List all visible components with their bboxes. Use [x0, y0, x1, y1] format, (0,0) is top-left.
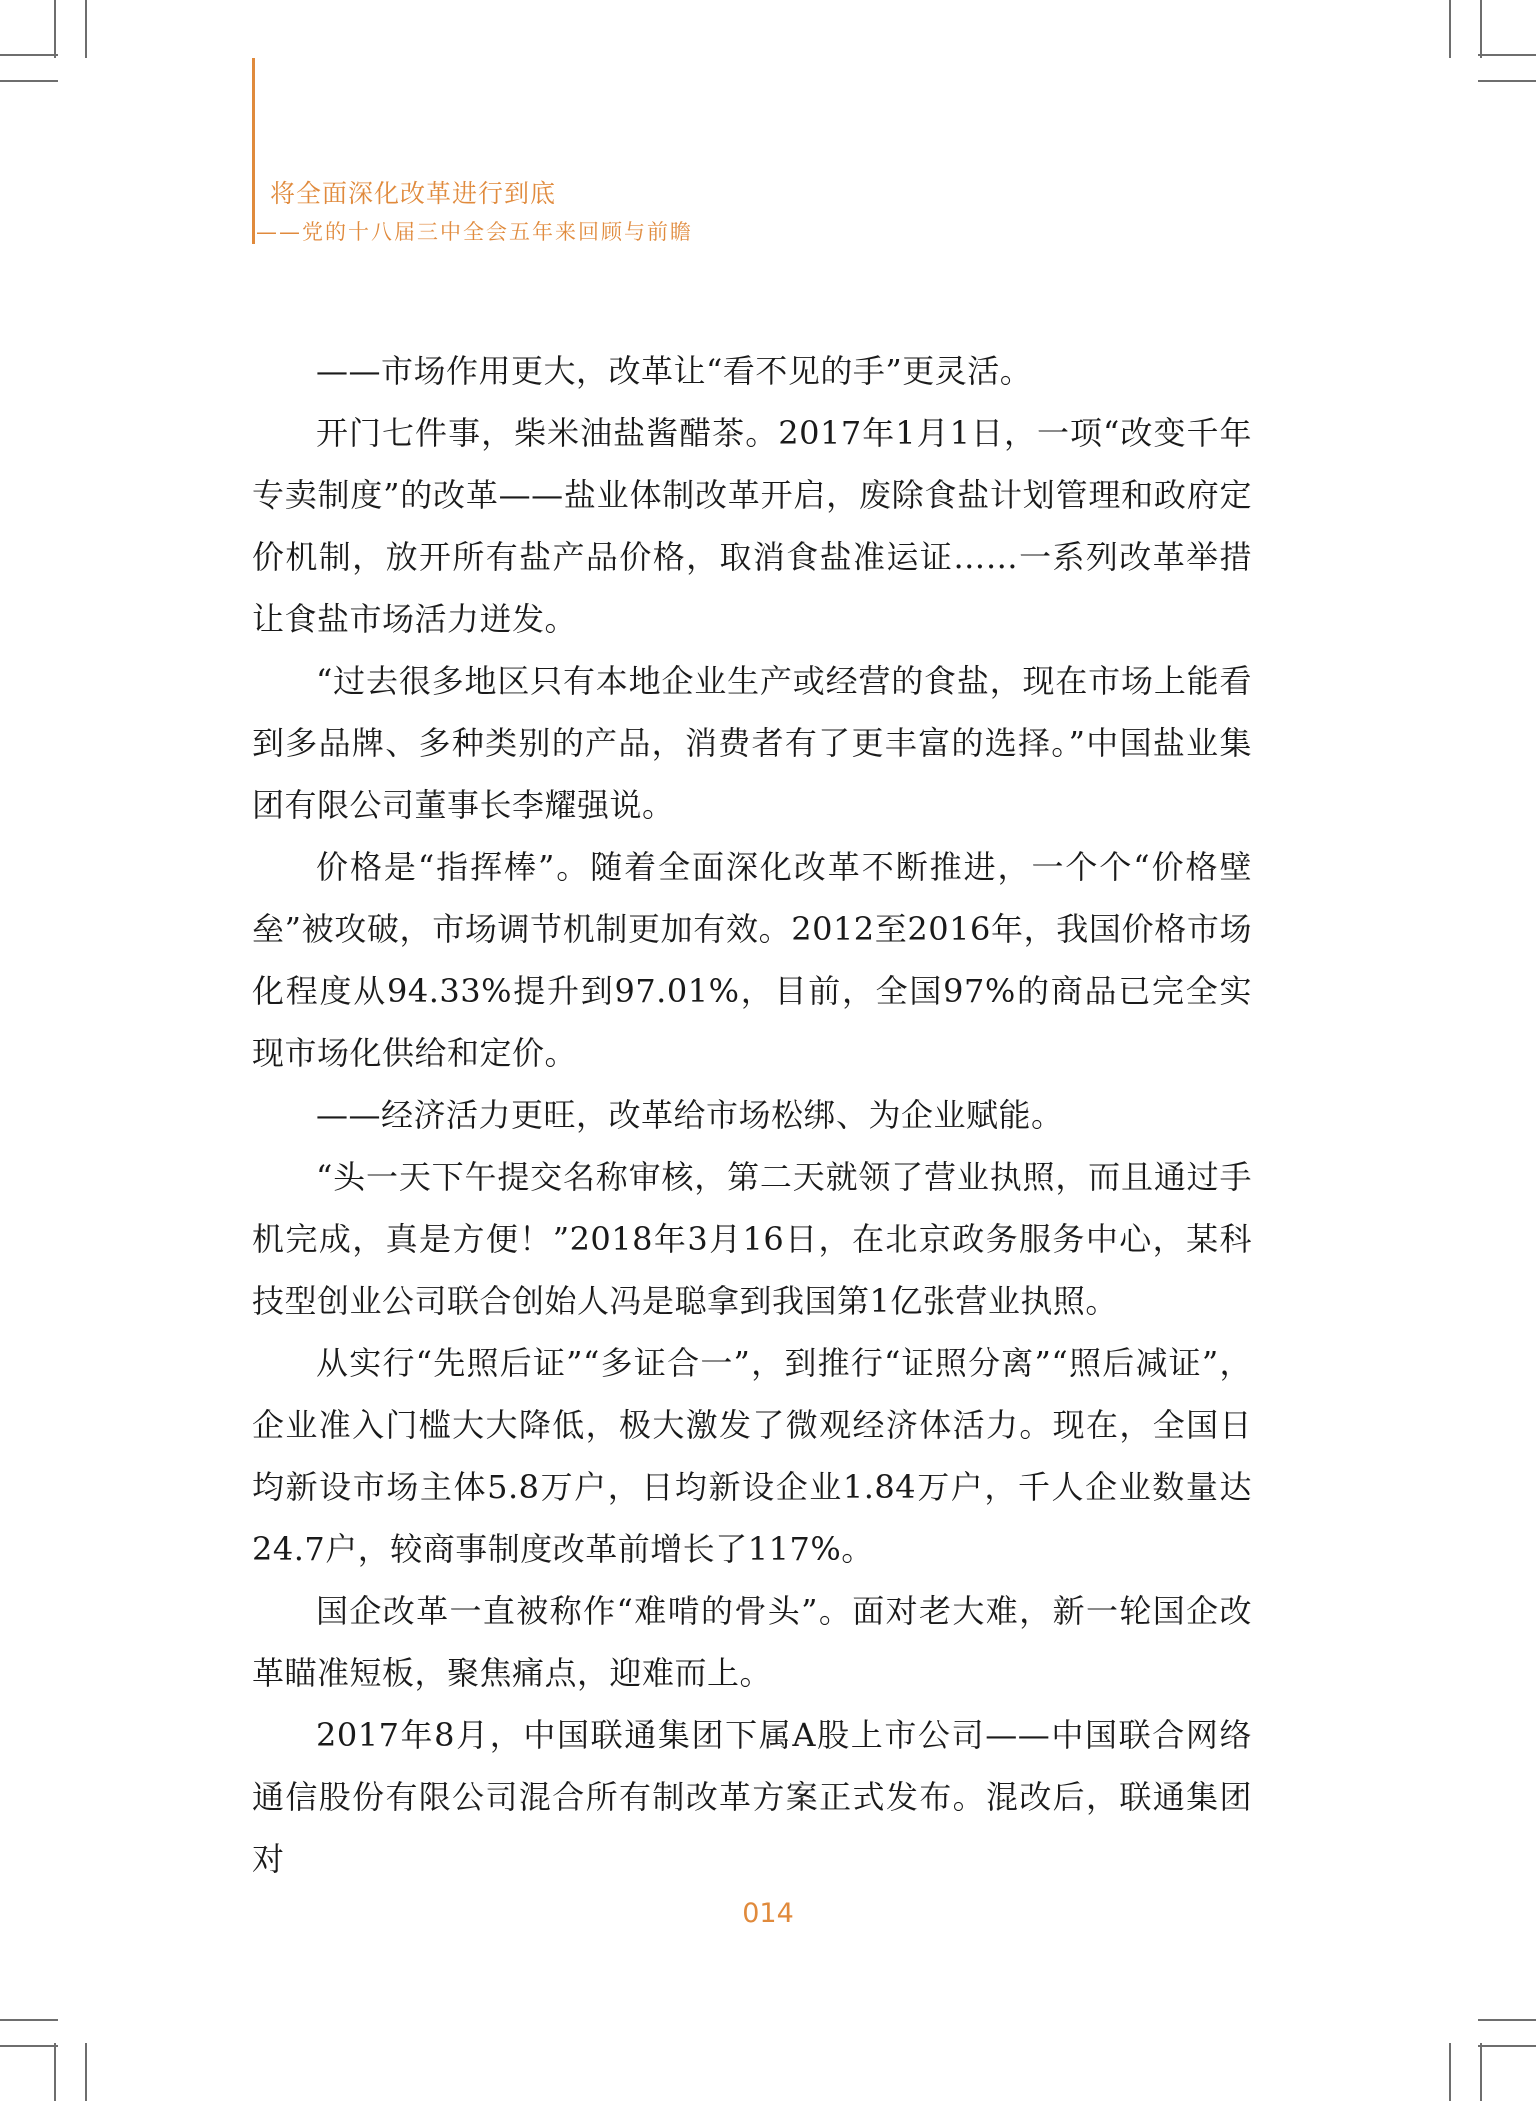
page-number: 014: [742, 1898, 794, 1929]
crop-mark-bottom-right-h: [1478, 2045, 1536, 2047]
crop-mark-bottom-right-v2: [1449, 2043, 1451, 2101]
crop-mark-bottom-right-v1: [1480, 2043, 1482, 2101]
header-accent-bar: [252, 58, 255, 244]
paragraph: 价格是“指挥棒”。随着全面深化改革不断推进，一个个“价格壁垒”被攻破，市场调节机制更加有效。2012至2016年，我国价格市场化程度从94.33%提升到97.01%，目前，全国97%的商品已完全实现市场化供给和定价。: [252, 848, 1252, 1072]
body-text: [252, 340, 1252, 1890]
crop-mark-bottom-left-h2: [0, 2019, 58, 2021]
crop-mark-bottom-right-h2: [1478, 2019, 1536, 2021]
crop-mark-top-right-h2: [1478, 80, 1536, 82]
paragraph: ——经济活力更旺，改革给市场松绑、为企业赋能。: [316, 1096, 1064, 1134]
paragraph: 开门七件事，柴米油盐酱醋茶。2017年1月1日，一项“改变千年专卖制度”的改革——盐业体制改革开启，废除食盐计划管理和政府定价机制，放开所有盐产品价格，取消食盐准运证……一系列改革举措让食盐市场活力迸发。: [252, 414, 1252, 638]
paragraph: 从实行“先照后证”“多证合一”，到推行“证照分离”“照后减证”，企业准入门槛大大降低，极大激发了微观经济体活力。现在，全国日均新设市场主体5.8万户，日均新设企业1.84万户，千人企业数量达24.7户，较商事制度改革前增长了117%。: [252, 1344, 1252, 1568]
paragraph: 国企改革一直被称作“难啃的骨头”。面对老大难，新一轮国企改革瞄准短板，聚焦痛点，迎难而上。: [252, 1592, 1252, 1692]
crop-mark-top-right-v1: [1480, 0, 1482, 58]
crop-mark-top-left-v1: [54, 0, 56, 58]
crop-mark-bottom-left-h: [0, 2045, 58, 2047]
running-header-title: 将全面深化改革进行到底: [270, 179, 557, 208]
crop-mark-bottom-left-v2: [85, 2043, 87, 2101]
paragraph: ——市场作用更大，改革让“看不见的手”更灵活。: [316, 352, 1033, 390]
crop-mark-top-left-h2: [0, 80, 58, 82]
paragraph: “头一天下午提交名称审核，第二天就领了营业执照，而且通过手机完成，真是方便！”2018年3月16日，在北京政务服务中心，某科技型创业公司联合创始人冯是聪拿到我国第1亿张营业执照。: [252, 1158, 1252, 1320]
crop-mark-top-right-v2: [1449, 0, 1451, 58]
crop-mark-top-left-h: [0, 54, 58, 56]
paragraph: 2017年8月，中国联通集团下属A股上市公司——中国联合网络通信股份有限公司混合所有制改革方案正式发布。混改后，联通集团对: [252, 1716, 1252, 1878]
running-header-subtitle: ——党的十八届三中全会五年来回顾与前瞻: [256, 220, 693, 244]
crop-mark-bottom-left-v1: [54, 2043, 56, 2101]
crop-mark-top-right-h: [1478, 54, 1536, 56]
crop-mark-top-left-v2: [85, 0, 87, 58]
paragraph: “过去很多地区只有本地企业生产或经营的食盐，现在市场上能看到多品牌、多种类别的产品，消费者有了更丰富的选择。”中国盐业集团有限公司董事长李耀强说。: [252, 662, 1252, 824]
